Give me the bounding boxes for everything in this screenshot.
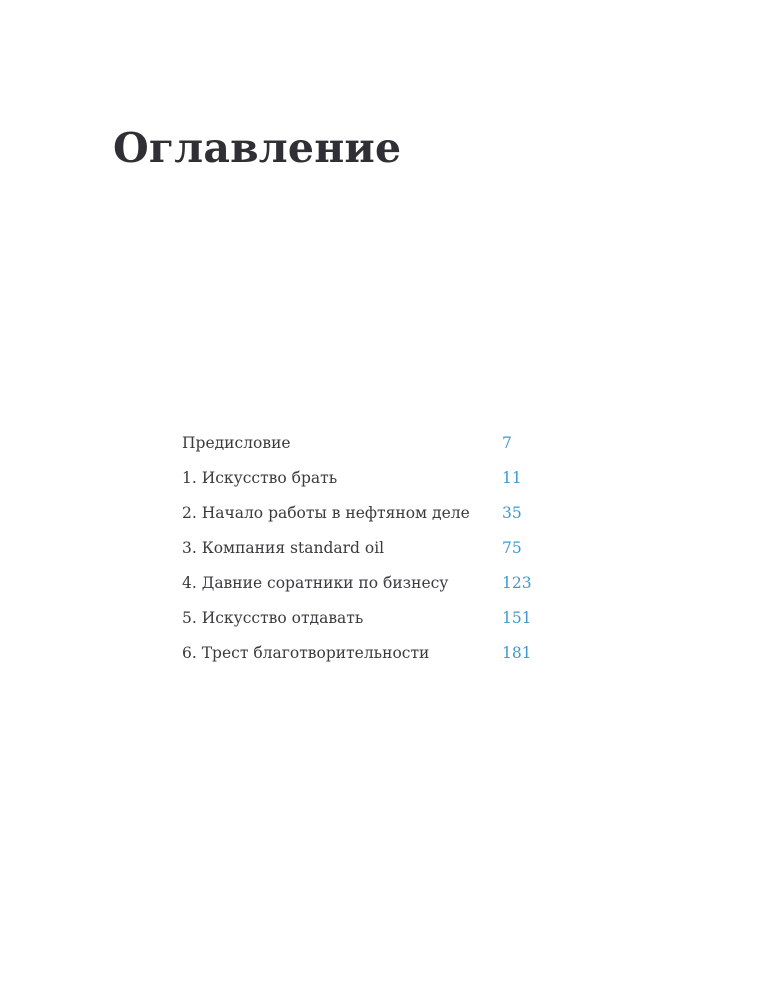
toc-entry[interactable] [182, 467, 562, 502]
toc-entry-label: Предисловие [182, 434, 291, 452]
toc-entry[interactable] [182, 642, 562, 677]
toc-entry-label: 1. Искусство брать [182, 469, 338, 487]
toc-entry[interactable] [182, 572, 562, 607]
toc-entry-page[interactable]: 181 [502, 644, 532, 662]
toc-entry[interactable] [182, 607, 562, 642]
toc-entry-label: 2. Начало работы в нефтяном деле [182, 504, 470, 522]
toc-entry-page[interactable]: 35 [502, 504, 522, 522]
toc-entry-page[interactable]: 151 [502, 609, 532, 627]
toc-entry[interactable] [182, 537, 562, 572]
toc-entry[interactable] [182, 432, 562, 467]
toc-entry-page[interactable]: 7 [502, 434, 512, 452]
page-title: Оглавление [113, 124, 402, 172]
toc-entry-label: 5. Искусство отдавать [182, 609, 364, 627]
toc-entry-page[interactable]: 11 [502, 469, 522, 487]
toc-entry-label: 6. Трест благотворительности [182, 644, 430, 662]
toc-entry-label: 4. Давние соратники по бизнесу [182, 574, 449, 592]
toc-entry-label: 3. Компания standard oil [182, 539, 385, 557]
toc-entry[interactable] [182, 502, 562, 537]
table-of-contents [182, 432, 562, 677]
toc-entry-page[interactable]: 75 [502, 539, 522, 557]
toc-entry-page[interactable]: 123 [502, 574, 532, 592]
